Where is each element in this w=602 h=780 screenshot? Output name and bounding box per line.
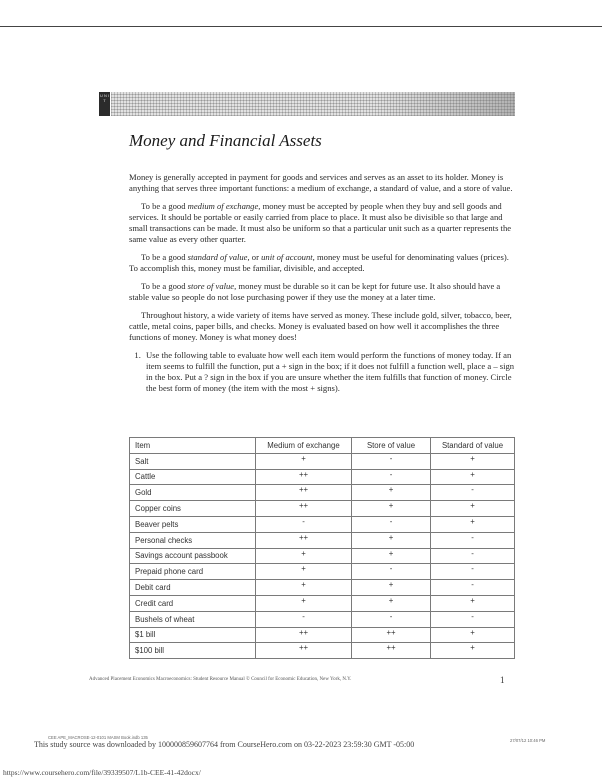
item-name-cell: Copper coins (130, 501, 256, 517)
rating-cell: + (352, 501, 431, 517)
page-number: 1 (500, 675, 505, 685)
rating-cell: + (352, 548, 431, 564)
rating-cell: - (352, 564, 431, 580)
item-name-cell: Salt (130, 453, 256, 469)
print-slug-right: 27/07/12 10:46 PM (510, 738, 546, 743)
print-slug-left: CEE APE_MACROSE-12-0101 MASM Book.indb 135 (48, 735, 148, 740)
item-name-cell: Beaver pelts (130, 516, 256, 532)
item-name-cell: Credit card (130, 595, 256, 611)
unit-banner (111, 92, 515, 116)
rating-cell: - (431, 564, 515, 580)
paragraph-definition: Money is generally accepted in payment for goods and services and serves as an asset to its holder. Money is anything that serves three important functions: a medium of exchange, a standard of value, and a store of value. (129, 172, 513, 193)
table-row (130, 516, 515, 532)
column-header-medium-of-exchange: Medium of exchange (256, 438, 352, 454)
paragraph-history: Throughout history, a wide variety of items have served as money. These include gold, silver, tobacco, beer, cattle, metal coins, paper bills, and checks. Money is evaluated based on how well it accomplishes the three functions of money. Money is what money does! (129, 310, 512, 342)
rating-cell: ++ (256, 643, 352, 659)
rating-cell: + (431, 516, 515, 532)
unit-tab-label: U N I T (99, 93, 110, 103)
body-text (129, 172, 517, 394)
table-body (130, 453, 515, 658)
rating-cell: - (431, 485, 515, 501)
top-rule (0, 26, 602, 27)
item-name-cell: Bushels of wheat (130, 611, 256, 627)
rating-cell: ++ (256, 627, 352, 643)
table-row (130, 453, 515, 469)
item-name-cell: Cattle (130, 469, 256, 485)
rating-cell: + (256, 548, 352, 564)
rating-cell: - (431, 611, 515, 627)
rating-cell: + (352, 595, 431, 611)
term-standard-of-value: standard of value (187, 252, 248, 262)
rating-cell: + (352, 532, 431, 548)
rating-cell: - (431, 532, 515, 548)
table-row (130, 532, 515, 548)
rating-cell: ++ (256, 532, 352, 548)
term-medium-of-exchange: medium of exchange (187, 201, 259, 211)
rating-cell: ++ (352, 627, 431, 643)
rating-cell: ++ (256, 501, 352, 517)
rating-cell: + (256, 564, 352, 580)
page-title: Money and Financial Assets (129, 131, 322, 150)
item-name-cell: Personal checks (130, 532, 256, 548)
download-source-notice: This study source was downloaded by 100000859607764 from CourseHero.com on 03-22-2023 23:59:30 GMT -05:00 (34, 740, 415, 749)
rating-cell: ++ (256, 469, 352, 485)
rating-cell: + (352, 580, 431, 596)
table-row (130, 469, 515, 485)
rating-cell: ++ (352, 643, 431, 659)
table-row (130, 580, 515, 596)
rating-cell: - (431, 580, 515, 596)
footer-credit: Advanced Placement Economics Macroeconomics: Student Resource Manual © Council for Economic Education, New York, N.Y. (89, 677, 352, 682)
table-row (130, 564, 515, 580)
item-name-cell: Gold (130, 485, 256, 501)
table-row (130, 627, 515, 643)
item-name-cell: $1 bill (130, 627, 256, 643)
paragraph-store-of-value: To be a good store of value, money must be durable so it can be kept for future use. It also should have a stable value so people do not lose purchasing power if they use the money at a later time. (129, 281, 501, 302)
question-1: 1. Use the following table to evaluate how well each item would perform the functions of money today. If an item seems to fulfill the function, put a + sign in the box; if it does not fulfill a function well, place a – sign in the box. Put a ? sign in the box if you are unsure whether the item fulfills that function of money. Circle the best form of money (the item with the most + signs). (143, 350, 517, 394)
rating-cell: + (431, 643, 515, 659)
rating-cell: - (256, 516, 352, 532)
rating-cell: - (352, 453, 431, 469)
rating-cell: + (256, 453, 352, 469)
table-row (130, 595, 515, 611)
rating-cell: + (256, 595, 352, 611)
table-row (130, 485, 515, 501)
rating-cell: + (431, 453, 515, 469)
column-header-item: Item (130, 438, 256, 454)
term-unit-of-account: unit of account (261, 252, 313, 262)
rating-cell: + (431, 501, 515, 517)
rating-cell: - (431, 548, 515, 564)
source-url: https://www.coursehero.com/file/39339507/L1b-CEE-41-42docx/ (3, 768, 201, 777)
item-name-cell: Debit card (130, 580, 256, 596)
rating-cell: + (431, 469, 515, 485)
table-row (130, 548, 515, 564)
paragraph-standard-of-value: To be a good standard of value, or unit of account, money must be useful for denominating values (prices). To accomplish this, money must be familiar, divisible, and accepted. (129, 252, 509, 273)
column-header-standard-of-value: Standard of value (431, 438, 515, 454)
table-header-row (130, 438, 515, 454)
unit-tab (99, 92, 110, 116)
rating-cell: - (256, 611, 352, 627)
term-store-of-value: store of value (187, 281, 235, 291)
rating-cell: + (256, 580, 352, 596)
rating-cell: - (352, 516, 431, 532)
column-header-store-of-value: Store of value (352, 438, 431, 454)
table-row (130, 611, 515, 627)
rating-cell: ++ (256, 485, 352, 501)
question-list (129, 350, 517, 394)
money-evaluation-table (129, 437, 515, 659)
rating-cell: + (431, 627, 515, 643)
rating-cell: - (352, 611, 431, 627)
rating-cell: + (431, 595, 515, 611)
table-row (130, 643, 515, 659)
item-name-cell: Prepaid phone card (130, 564, 256, 580)
item-name-cell: Savings account passbook (130, 548, 256, 564)
item-name-cell: $100 bill (130, 643, 256, 659)
paragraph-medium-of-exchange: To be a good medium of exchange, money must be accepted by people when they buy and sell goods and services. It should be portable or easily carried from place to place. It must also be divisible so that large and small transactions can be made. It must also be uniform so that a particular unit such as a quarter represents the same value as every other quarter. (129, 201, 512, 244)
table-row (130, 501, 515, 517)
rating-cell: - (352, 469, 431, 485)
rating-cell: + (352, 485, 431, 501)
